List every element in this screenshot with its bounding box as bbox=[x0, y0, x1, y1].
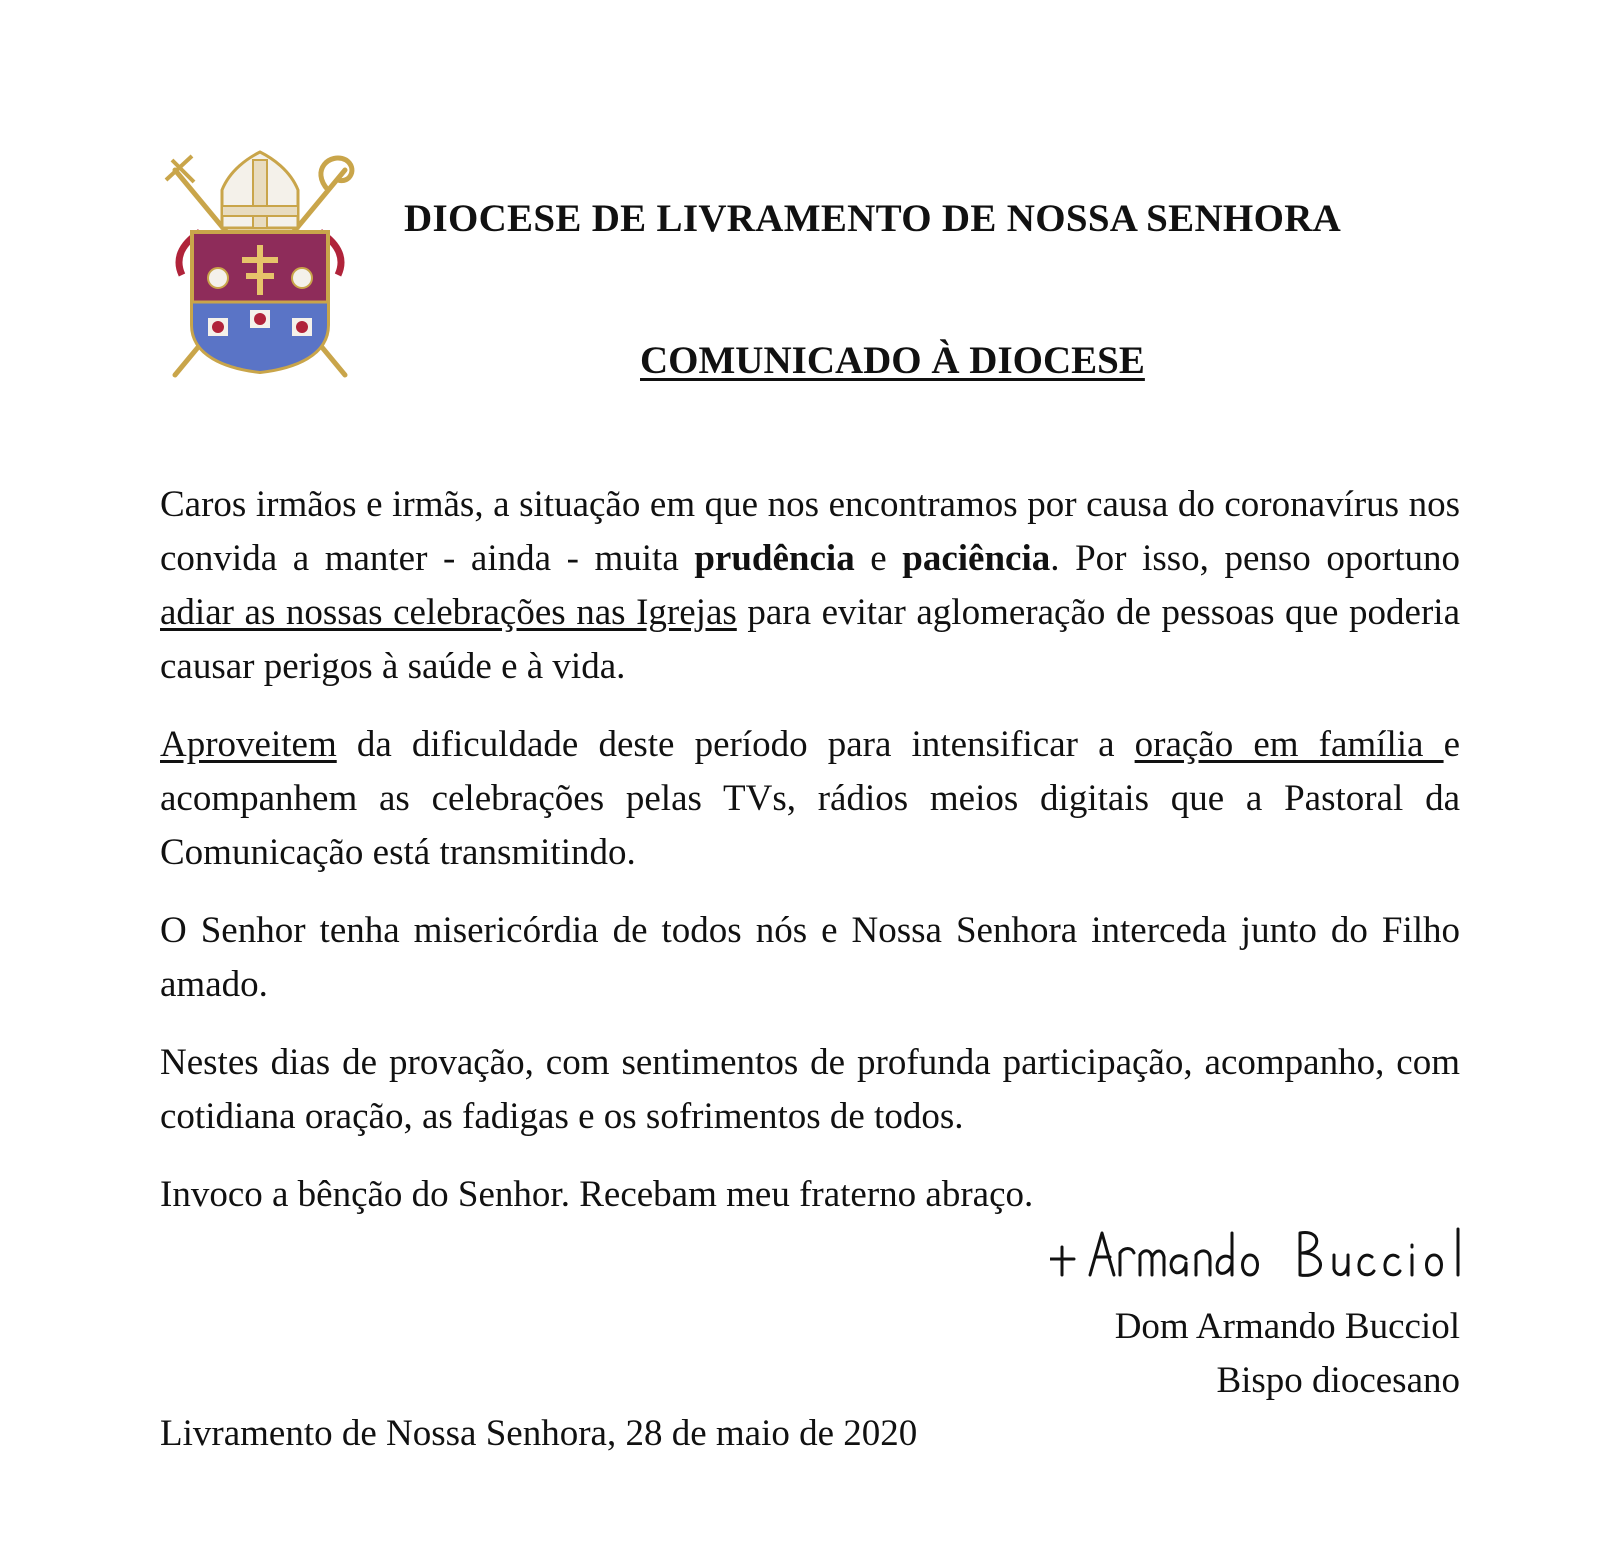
bold-word-paciencia: paciência bbox=[902, 538, 1051, 579]
text-run: da dificuldade deste período para intensificar a bbox=[336, 724, 1135, 765]
place-and-date: Livramento de Nossa Senhora, 28 de maio de 2020 bbox=[160, 1413, 918, 1454]
bold-word-prudencia: prudência bbox=[694, 538, 855, 579]
signer-block bbox=[1115, 1300, 1460, 1408]
signer-role: Bispo diocesano bbox=[1216, 1360, 1460, 1401]
underlined-word: Aproveitem bbox=[160, 724, 337, 765]
paragraph-4: Nestes dias de provação, com sentimentos de profunda participação, acompanho, com cotidiana oração, as fadigas e os sofrimentos de todos. bbox=[160, 1042, 1460, 1137]
episcopal-coat-of-arms-icon bbox=[160, 150, 360, 390]
letter-body bbox=[160, 478, 1460, 1246]
paragraph-1 bbox=[160, 478, 1460, 694]
text-run: Caros irmãos e irmãs, a situação em que nos encontramos por causa do coronavírus nos convida a manter - ainda - muita bbox=[160, 484, 1460, 579]
paragraph-5: Invoco a bênção do Senhor. Recebam meu fraterno abraço. bbox=[160, 1174, 1034, 1215]
document-title: COMUNICADO À DIOCESE bbox=[640, 339, 1145, 382]
signer-name: Dom Armando Bucciol bbox=[1114, 1306, 1460, 1347]
text-run: e acompanhem as celebrações pelas TVs, rádios meios digitais que a Pastoral da Comunicação está transmitindo. bbox=[160, 724, 1461, 873]
underlined-phrase: adiar as nossas celebrações nas Igrejas bbox=[160, 592, 737, 633]
text-run: . Por isso, penso oportuno bbox=[1050, 538, 1460, 579]
paragraph-3: O Senhor tenha misericórdia de todos nós e Nossa Senhora interceda junto do Filho amado. bbox=[160, 910, 1460, 1005]
text-run: e bbox=[854, 538, 903, 579]
underlined-phrase: oração em família bbox=[1134, 724, 1444, 765]
paragraph-2 bbox=[160, 718, 1460, 880]
text-run: para evitar aglomeração de pessoas que poderia causar perigos à saúde e à vida. bbox=[160, 592, 1460, 687]
diocese-name: DIOCESE DE LIVRAMENTO DE NOSSA SENHORA bbox=[404, 197, 1342, 240]
